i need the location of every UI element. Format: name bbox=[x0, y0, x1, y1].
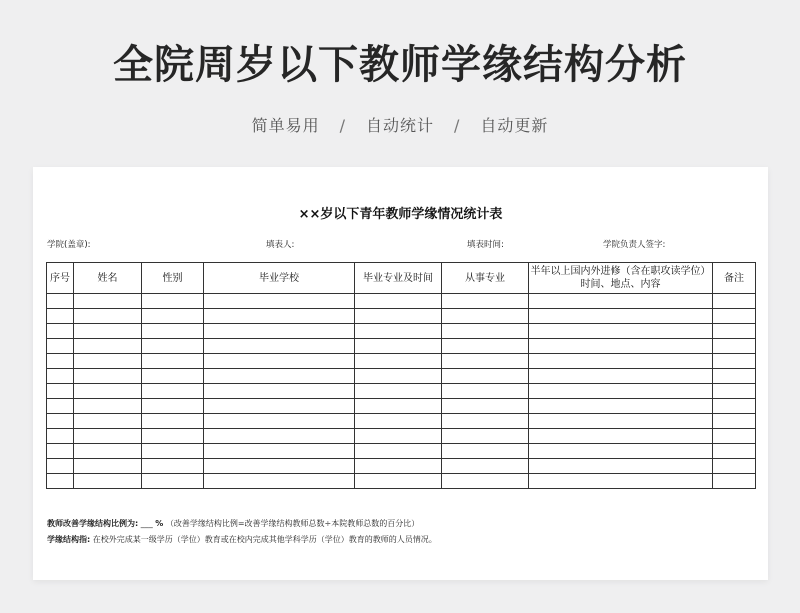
table-cell[interactable] bbox=[713, 414, 756, 429]
page-title: 全院周岁以下教师学缘结构分析 bbox=[113, 42, 687, 88]
table-row bbox=[47, 459, 756, 474]
table-cell[interactable] bbox=[442, 474, 529, 489]
table-cell[interactable] bbox=[47, 324, 74, 339]
feature-auto-stats: 自动统计 bbox=[365, 116, 434, 135]
column-header: 毕业学校 bbox=[204, 263, 355, 294]
table-cell[interactable] bbox=[529, 369, 713, 384]
definition-label: 学缘结构指: bbox=[47, 535, 91, 544]
table-cell[interactable] bbox=[355, 384, 442, 399]
table-cell[interactable] bbox=[713, 399, 756, 414]
table-row bbox=[47, 414, 756, 429]
table-cell[interactable] bbox=[713, 429, 756, 444]
signature-label: 学院负责人签字: bbox=[603, 240, 666, 250]
table-cell[interactable] bbox=[355, 414, 442, 429]
table-cell[interactable] bbox=[529, 309, 713, 324]
table-cell[interactable] bbox=[204, 414, 355, 429]
table-cell[interactable] bbox=[74, 309, 142, 324]
table-cell[interactable] bbox=[142, 294, 204, 309]
table-cell[interactable] bbox=[142, 324, 204, 339]
table-cell[interactable] bbox=[355, 354, 442, 369]
table-cell[interactable] bbox=[204, 339, 355, 354]
table-cell[interactable] bbox=[74, 324, 142, 339]
table-row bbox=[47, 324, 756, 339]
table-cell[interactable] bbox=[142, 369, 204, 384]
table-cell[interactable] bbox=[142, 474, 204, 489]
table-cell[interactable] bbox=[204, 369, 355, 384]
table-cell[interactable] bbox=[142, 309, 204, 324]
feature-auto-update: 自动更新 bbox=[480, 116, 549, 135]
table-cell[interactable] bbox=[355, 294, 442, 309]
table-cell[interactable] bbox=[204, 294, 355, 309]
table-cell[interactable] bbox=[74, 444, 142, 459]
table-cell[interactable] bbox=[529, 414, 713, 429]
table-cell[interactable] bbox=[204, 429, 355, 444]
table-cell[interactable] bbox=[204, 309, 355, 324]
table-cell[interactable] bbox=[142, 339, 204, 354]
table-cell[interactable] bbox=[442, 414, 529, 429]
table-cell[interactable] bbox=[355, 324, 442, 339]
table-cell[interactable] bbox=[713, 354, 756, 369]
table-cell[interactable] bbox=[47, 339, 74, 354]
table-cell[interactable] bbox=[442, 309, 529, 324]
table-cell[interactable] bbox=[142, 414, 204, 429]
column-header: 性别 bbox=[142, 263, 204, 294]
table-cell[interactable] bbox=[47, 294, 74, 309]
table-cell[interactable] bbox=[142, 354, 204, 369]
table-cell[interactable] bbox=[713, 444, 756, 459]
table-row bbox=[47, 384, 756, 399]
document-sheet bbox=[33, 167, 768, 580]
table-cell[interactable] bbox=[74, 294, 142, 309]
table-cell[interactable] bbox=[47, 459, 74, 474]
column-header: 半年以上国内外进修（含在职攻读学位）时间、地点、内容 bbox=[529, 263, 713, 294]
table-cell[interactable] bbox=[529, 339, 713, 354]
table-cell[interactable] bbox=[47, 474, 74, 489]
table-cell[interactable] bbox=[47, 414, 74, 429]
table-row bbox=[47, 444, 756, 459]
table-cell[interactable] bbox=[713, 324, 756, 339]
table-cell[interactable] bbox=[713, 369, 756, 384]
table-cell[interactable] bbox=[355, 444, 442, 459]
table-cell[interactable] bbox=[529, 399, 713, 414]
ratio-description: （改善学缘结构比例=改善学缘结构教师总数÷本院教师总数的百分比） bbox=[165, 519, 420, 528]
feature-tagline bbox=[0, 113, 800, 136]
table-cell[interactable] bbox=[142, 459, 204, 474]
table-cell[interactable] bbox=[355, 429, 442, 444]
table-cell[interactable] bbox=[74, 414, 142, 429]
table-cell[interactable] bbox=[529, 354, 713, 369]
ratio-note bbox=[47, 518, 419, 529]
table-cell[interactable] bbox=[47, 309, 74, 324]
table-cell[interactable] bbox=[74, 339, 142, 354]
table-cell[interactable] bbox=[204, 459, 355, 474]
table-cell[interactable] bbox=[142, 399, 204, 414]
table-cell[interactable] bbox=[529, 294, 713, 309]
table-cell[interactable] bbox=[355, 459, 442, 474]
column-header: 毕业专业及时间 bbox=[355, 263, 442, 294]
column-header: 备注 bbox=[713, 263, 756, 294]
table-cell[interactable] bbox=[47, 354, 74, 369]
table-cell[interactable] bbox=[529, 444, 713, 459]
sheet-title: ××岁以下青年教师学缘情况统计表 bbox=[298, 207, 503, 222]
table-cell[interactable] bbox=[529, 384, 713, 399]
separator: / bbox=[454, 116, 461, 135]
table-cell[interactable] bbox=[204, 399, 355, 414]
table-cell[interactable] bbox=[713, 474, 756, 489]
table-cell[interactable] bbox=[142, 384, 204, 399]
table-row bbox=[47, 339, 756, 354]
column-header: 从事专业 bbox=[442, 263, 529, 294]
table-row bbox=[47, 429, 756, 444]
table-header-row bbox=[47, 263, 756, 294]
table-cell[interactable] bbox=[442, 459, 529, 474]
ratio-label: 教师改善学缘结构比例为: bbox=[47, 519, 139, 528]
table-cell[interactable] bbox=[204, 384, 355, 399]
table-row bbox=[47, 294, 756, 309]
table-cell[interactable] bbox=[204, 354, 355, 369]
table-cell[interactable] bbox=[204, 474, 355, 489]
table-cell[interactable] bbox=[529, 429, 713, 444]
separator: / bbox=[339, 116, 346, 135]
table-cell[interactable] bbox=[47, 429, 74, 444]
table-cell[interactable] bbox=[442, 339, 529, 354]
ratio-blank: ___ bbox=[140, 519, 153, 528]
table-cell[interactable] bbox=[713, 339, 756, 354]
table-cell[interactable] bbox=[442, 429, 529, 444]
table-cell[interactable] bbox=[355, 474, 442, 489]
table-cell[interactable] bbox=[47, 369, 74, 384]
table-cell[interactable] bbox=[74, 399, 142, 414]
table-cell[interactable] bbox=[442, 444, 529, 459]
table-cell[interactable] bbox=[142, 429, 204, 444]
table-cell[interactable] bbox=[442, 294, 529, 309]
table-cell[interactable] bbox=[74, 429, 142, 444]
filler-label: 填表人: bbox=[266, 240, 295, 250]
table-cell[interactable] bbox=[529, 324, 713, 339]
table-row bbox=[47, 474, 756, 489]
table-cell[interactable] bbox=[355, 339, 442, 354]
college-stamp-label: 学院(盖章): bbox=[47, 240, 91, 250]
table-cell[interactable] bbox=[713, 459, 756, 474]
table-cell[interactable] bbox=[74, 459, 142, 474]
table-cell[interactable] bbox=[442, 354, 529, 369]
table-cell[interactable] bbox=[713, 294, 756, 309]
column-header: 姓名 bbox=[74, 263, 142, 294]
table-row bbox=[47, 369, 756, 384]
table-cell[interactable] bbox=[355, 369, 442, 384]
table-cell[interactable] bbox=[442, 369, 529, 384]
table-cell[interactable] bbox=[204, 324, 355, 339]
statistics-table bbox=[46, 262, 756, 489]
table-cell[interactable] bbox=[74, 384, 142, 399]
table-cell[interactable] bbox=[713, 384, 756, 399]
table-row bbox=[47, 354, 756, 369]
table-cell[interactable] bbox=[529, 459, 713, 474]
table-cell[interactable] bbox=[74, 354, 142, 369]
table-cell[interactable] bbox=[74, 474, 142, 489]
table-row bbox=[47, 309, 756, 324]
table-cell[interactable] bbox=[442, 324, 529, 339]
table-cell[interactable] bbox=[47, 444, 74, 459]
column-header: 序号 bbox=[47, 263, 74, 294]
table-body bbox=[47, 294, 756, 489]
table-cell[interactable] bbox=[713, 309, 756, 324]
table-cell[interactable] bbox=[47, 399, 74, 414]
table-cell[interactable] bbox=[142, 444, 204, 459]
definition-note bbox=[47, 534, 437, 545]
table-row bbox=[47, 399, 756, 414]
table-cell[interactable] bbox=[74, 369, 142, 384]
table-cell[interactable] bbox=[529, 474, 713, 489]
table-cell[interactable] bbox=[442, 399, 529, 414]
table-cell[interactable] bbox=[355, 309, 442, 324]
definition-text: 在校外完成某一级学历（学位）教育或在校内完成其他学科学历（学位）教育的教师的人员情况。 bbox=[92, 535, 437, 544]
table-cell[interactable] bbox=[355, 399, 442, 414]
table-cell[interactable] bbox=[47, 384, 74, 399]
table-cell[interactable] bbox=[442, 384, 529, 399]
fill-time-label: 填表时间: bbox=[467, 240, 504, 250]
feature-easy: 简单易用 bbox=[251, 116, 320, 135]
ratio-unit: % bbox=[155, 519, 164, 528]
table-cell[interactable] bbox=[204, 444, 355, 459]
